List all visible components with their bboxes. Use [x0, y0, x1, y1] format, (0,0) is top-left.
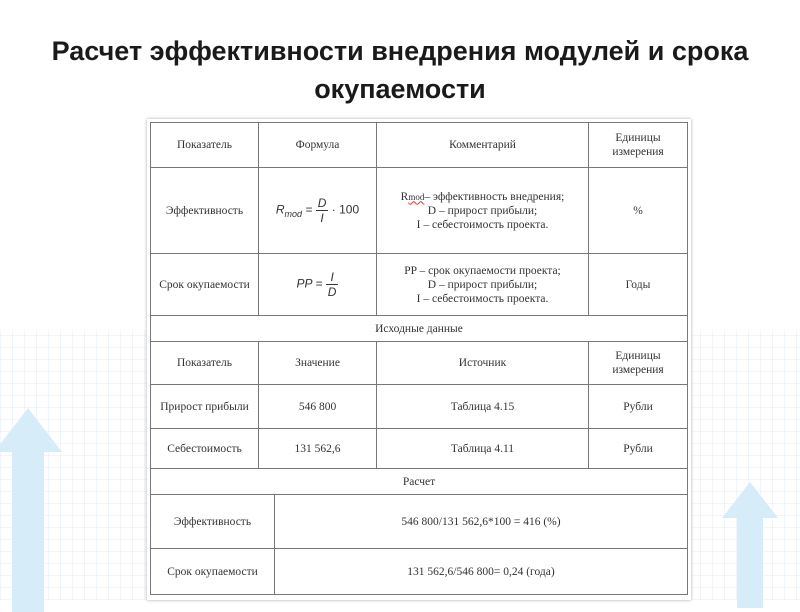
header-indicator: Показатель — [151, 342, 259, 385]
slide-title: Расчет эффективности внедрения модулей и срока окупаемости — [51, 36, 749, 104]
initial-value: 546 800 — [259, 385, 377, 429]
table-image — [147, 119, 691, 600]
comment-payback: PP – срок окупаемости проекта; D – прирост прибыли; I – себестоимость проекта. — [377, 254, 589, 316]
unit-efficiency: % — [589, 168, 688, 254]
calc-name: Срок окупаемости — [151, 549, 275, 595]
initial-unit: Рубли — [589, 429, 688, 469]
table-header-row — [151, 342, 688, 385]
table-row — [151, 429, 688, 469]
decorative-arrow-icon — [722, 482, 778, 608]
section-row — [151, 469, 688, 495]
table-row — [151, 168, 688, 254]
header-indicator: Показатель — [151, 123, 259, 168]
header-units: Единицы измерения — [589, 123, 688, 168]
header-units: Единицы измерения — [589, 342, 688, 385]
decorative-arrow-icon — [0, 408, 62, 612]
calc-value: 131 562,6/546 800= 0,24 (года) — [275, 549, 688, 595]
calc-name: Эффективность — [151, 495, 275, 549]
initial-value: 131 562,6 — [259, 429, 377, 469]
initial-name: Себестоимость — [151, 429, 259, 469]
table-row — [151, 549, 688, 595]
initial-name: Прирост прибыли — [151, 385, 259, 429]
comment-efficiency: Rmod– эффективность внедрения; D – прирост прибыли; I – себестоимость проекта. — [377, 168, 589, 254]
header-source: Источник — [377, 342, 589, 385]
initial-source: Таблица 4.15 — [377, 385, 589, 429]
table-row — [151, 254, 688, 316]
indicator-payback: Срок окупаемости — [151, 254, 259, 316]
header-formula: Формула — [259, 123, 377, 168]
calc-value: 546 800/131 562,6*100 = 416 (%) — [275, 495, 688, 549]
formula-payback: PP = $\frac{I}{D}$ — [259, 254, 377, 316]
section-row — [151, 316, 688, 342]
initial-source: Таблица 4.11 — [377, 429, 589, 469]
table-row — [151, 385, 688, 429]
header-comment: Комментарий — [377, 123, 589, 168]
table-header-row — [151, 123, 688, 168]
section-initial-data: Исходные данные — [151, 316, 688, 342]
header-value: Значение — [259, 342, 377, 385]
calculation-table — [150, 122, 688, 595]
section-calculation: Расчет — [151, 469, 688, 495]
table-row — [151, 495, 688, 549]
unit-payback: Годы — [589, 254, 688, 316]
formula-efficiency: $R_{mod}$ = $\frac{D}{I}$ · 100 — [259, 168, 377, 254]
indicator-efficiency: Эффективность — [151, 168, 259, 254]
initial-unit: Рубли — [589, 385, 688, 429]
